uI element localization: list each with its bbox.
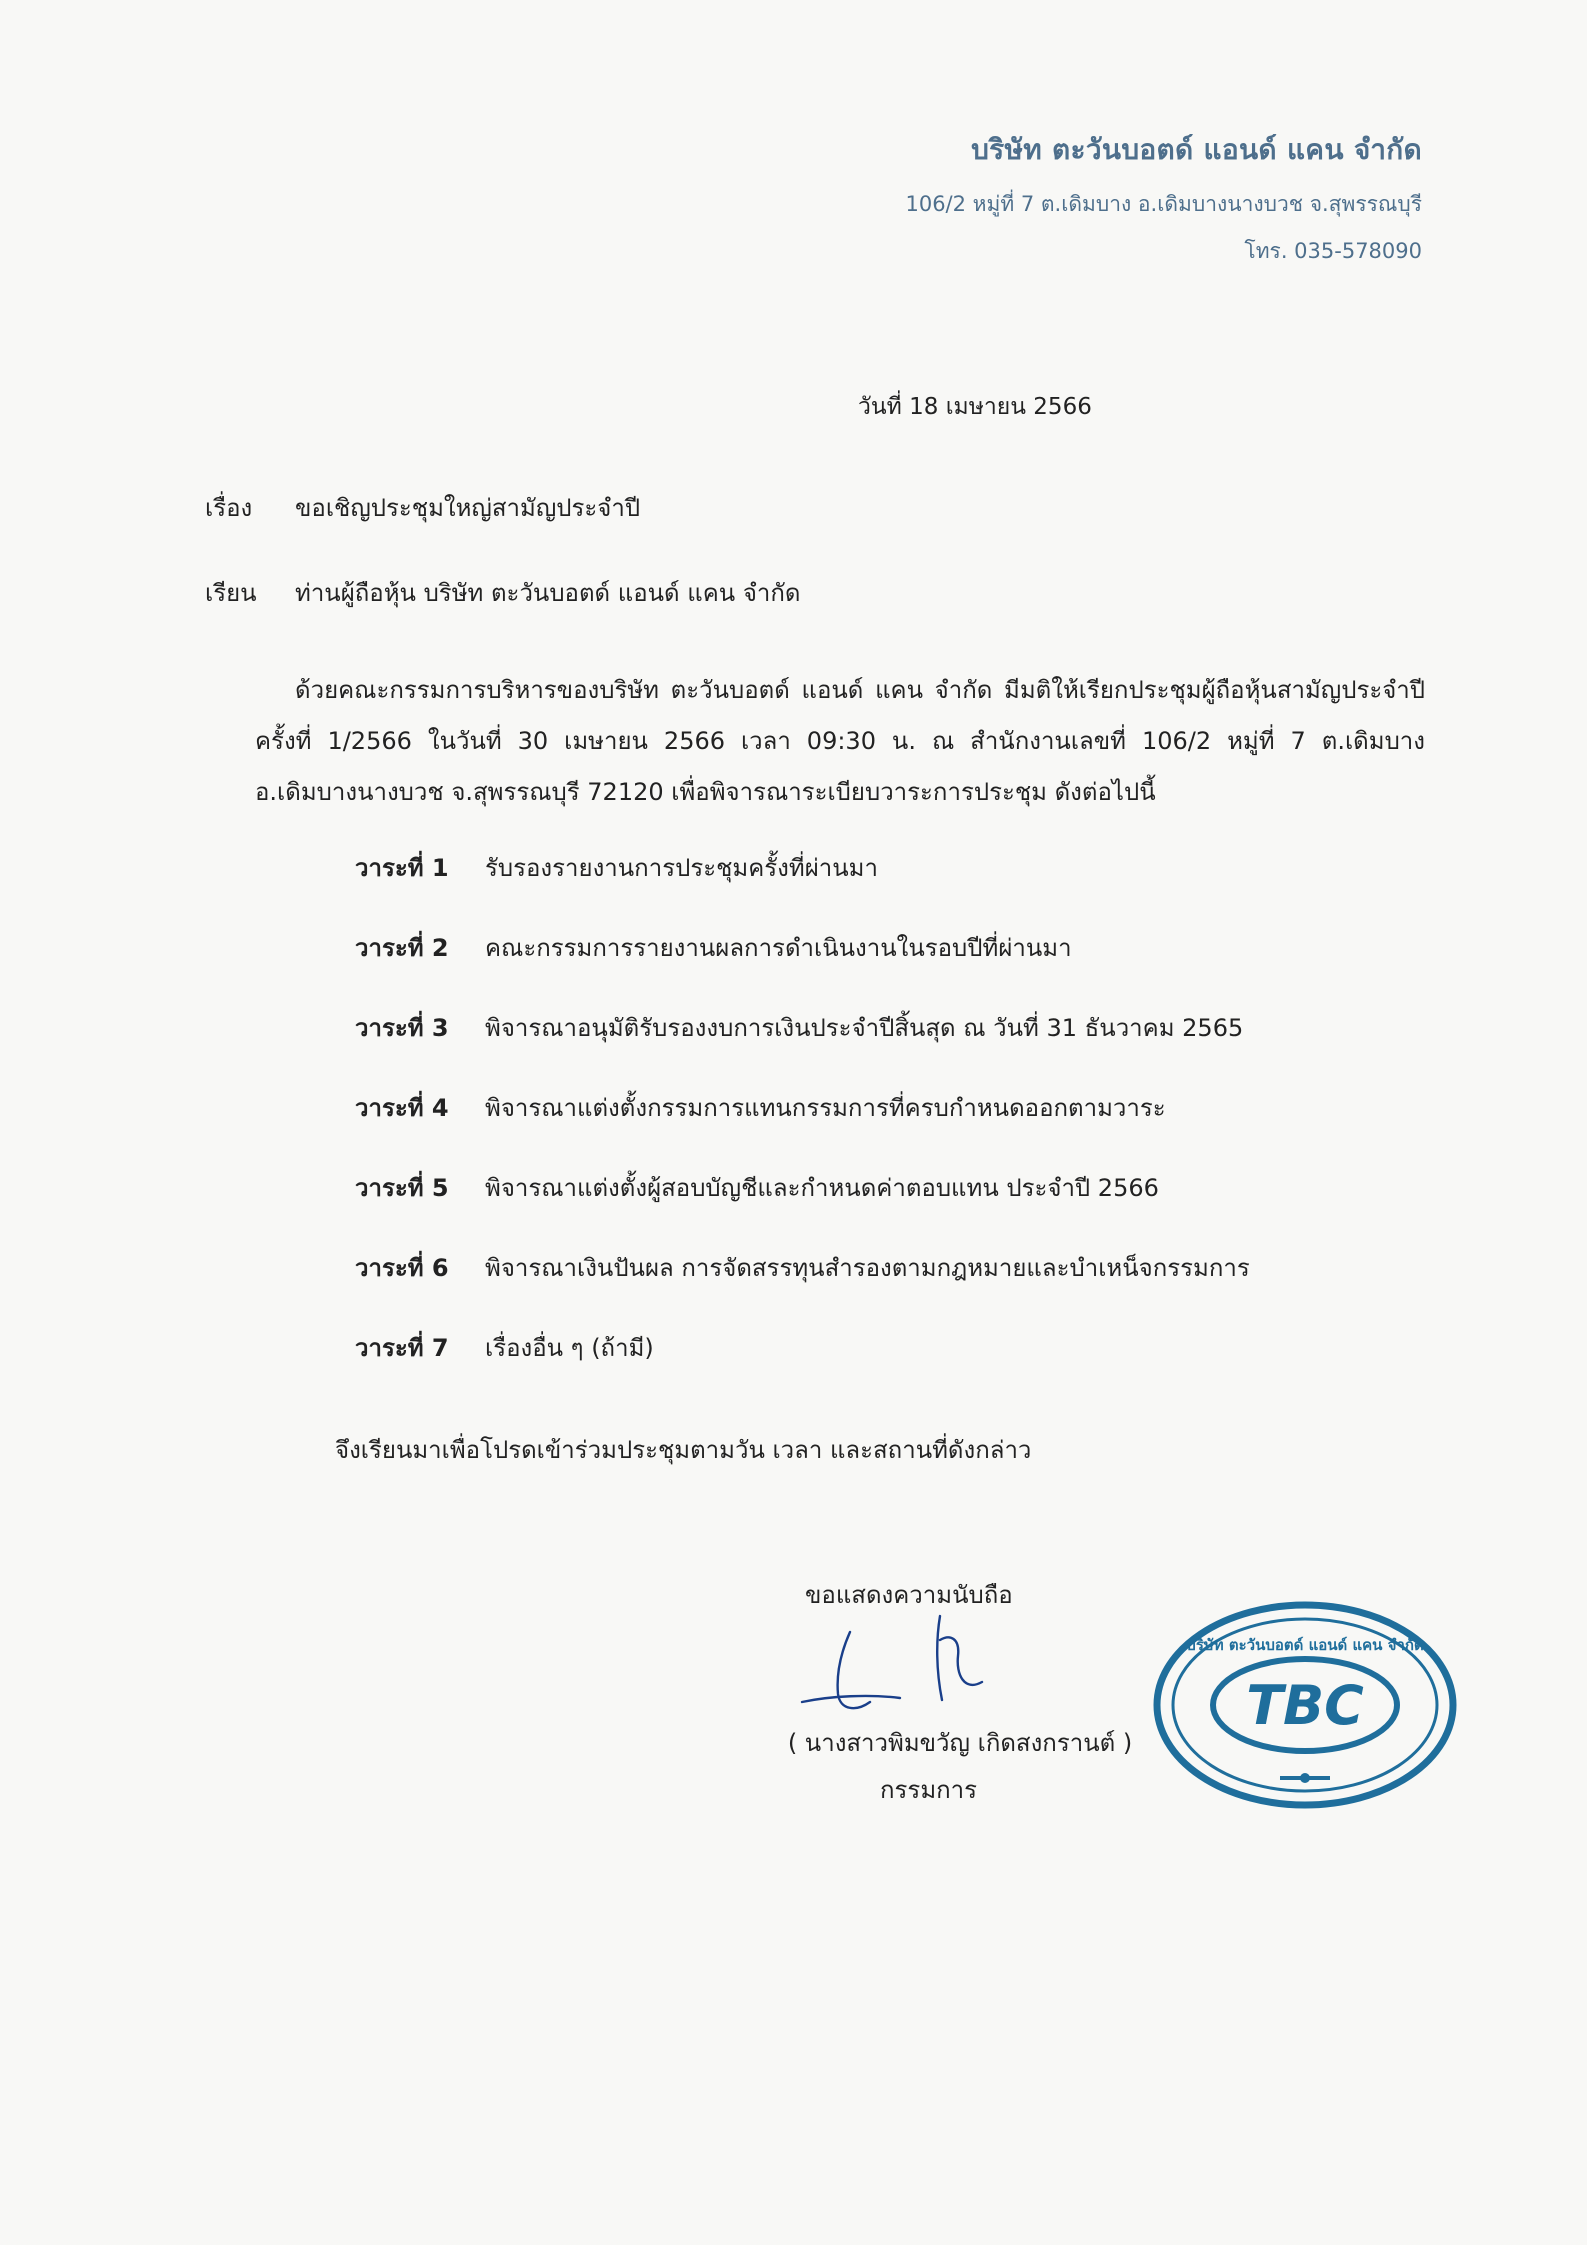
subject-line [205, 488, 640, 527]
agenda-item [355, 1168, 1250, 1248]
stamp-logo-text: TBC [1246, 1674, 1364, 1737]
agenda-item [355, 1328, 1250, 1408]
regards-text: ขอแสดงความนับถือ [805, 1581, 1013, 1609]
agenda-text: พิจารณาเงินปันผล การจัดสรรทุนสำรองตามกฎหมายและบำเหน็จกรรมการ [485, 1254, 1250, 1282]
agenda-number: วาระที่ 5 [355, 1174, 449, 1202]
signatory-name: ( นางสาวพิมขวัญ เกิดสงกรานต์ ) [787, 1729, 1133, 1757]
agenda-number: วาระที่ 1 [355, 854, 449, 882]
agenda-text: เรื่องอื่น ๆ (ถ้ามี) [485, 1334, 654, 1362]
agenda-text: พิจารณาอนุมัติรับรองงบการเงินประจำปีสิ้นสุด ณ วันที่ 31 ธันวาคม 2565 [485, 1014, 1244, 1042]
closing-line: จึงเรียนมาเพื่อโปรดเข้าร่วมประชุมตามวัน เวลา และสถานที่ดังกล่าว [335, 1436, 1032, 1464]
agenda-item [355, 928, 1250, 1008]
agenda-item [355, 848, 1250, 928]
company-stamp [1150, 1600, 1460, 1810]
agenda-text: คณะกรรมการรายงานผลการดำเนินงานในรอบปีที่ผ่านมา [485, 934, 1072, 962]
agenda-item [355, 1008, 1250, 1088]
stamp-ring-text: บริษัท ตะวันบอตด์ แอนด์ แคน จำกัด [1186, 1636, 1424, 1654]
agenda-number: วาระที่ 2 [355, 934, 449, 962]
recipient-text: ท่านผู้ถือหุ้น บริษัท ตะวันบอตด์ แอนด์ แคน จำกัด [295, 579, 801, 607]
letterhead [905, 128, 1422, 268]
letter-date: วันที่ 18 เมษายน 2566 [858, 394, 1092, 420]
company-name: บริษัท ตะวันบอตด์ แอนด์ แคน จำกัด [971, 133, 1422, 166]
agenda-text: พิจารณาแต่งตั้งกรรมการแทนกรรมการที่ครบกำหนดออกตามวาระ [485, 1094, 1166, 1122]
subject-label: เรื่อง [205, 494, 253, 522]
body-paragraph: ด้วยคณะกรรมการบริหารของบริษัท ตะวันบอตด์ แอนด์ แคน จำกัด มีมติให้เรียกประชุมผู้ถือหุ้นสามัญประจำปี ครั้งที่ 1/2566 ในวันที่ 30 เมษายน 2566 เวลา 09:30 น. ณ สำนักงานเลขที่ 106/2 หมู่ที่ 7 ต.เดิมบาง อ.เดิมบางนางบวช จ.สุพรรณบุรี 72120 เพื่อพิจารณาระเบียบวาระการประชุม ดังต่อไปนี้ [255, 676, 1425, 806]
recipient-line [205, 573, 801, 612]
agenda-number: วาระที่ 3 [355, 1014, 449, 1042]
agenda-item [355, 1088, 1250, 1168]
company-phone: โทร. 035-578090 [1244, 239, 1422, 263]
agenda-number: วาระที่ 7 [355, 1334, 449, 1362]
agenda-number: วาระที่ 6 [355, 1254, 449, 1282]
agenda-number: วาระที่ 4 [355, 1094, 449, 1122]
subject-text: ขอเชิญประชุมใหญ่สามัญประจำปี [295, 494, 641, 522]
signatory-role: กรรมการ [880, 1776, 978, 1804]
handwritten-signature [790, 1610, 1030, 1720]
agenda-text: พิจารณาแต่งตั้งผู้สอบบัญชีและกำหนดค่าตอบแทน ประจำปี 2566 [485, 1174, 1159, 1202]
recipient-label: เรียน [205, 579, 257, 607]
agenda-list [355, 848, 1250, 1408]
agenda-text: รับรองรายงานการประชุมครั้งที่ผ่านมา [485, 854, 878, 882]
agenda-item [355, 1248, 1250, 1328]
company-address: 106/2 หมู่ที่ 7 ต.เดิมบาง อ.เดิมบางนางบวช จ.สุพรรณบุรี [905, 192, 1422, 216]
